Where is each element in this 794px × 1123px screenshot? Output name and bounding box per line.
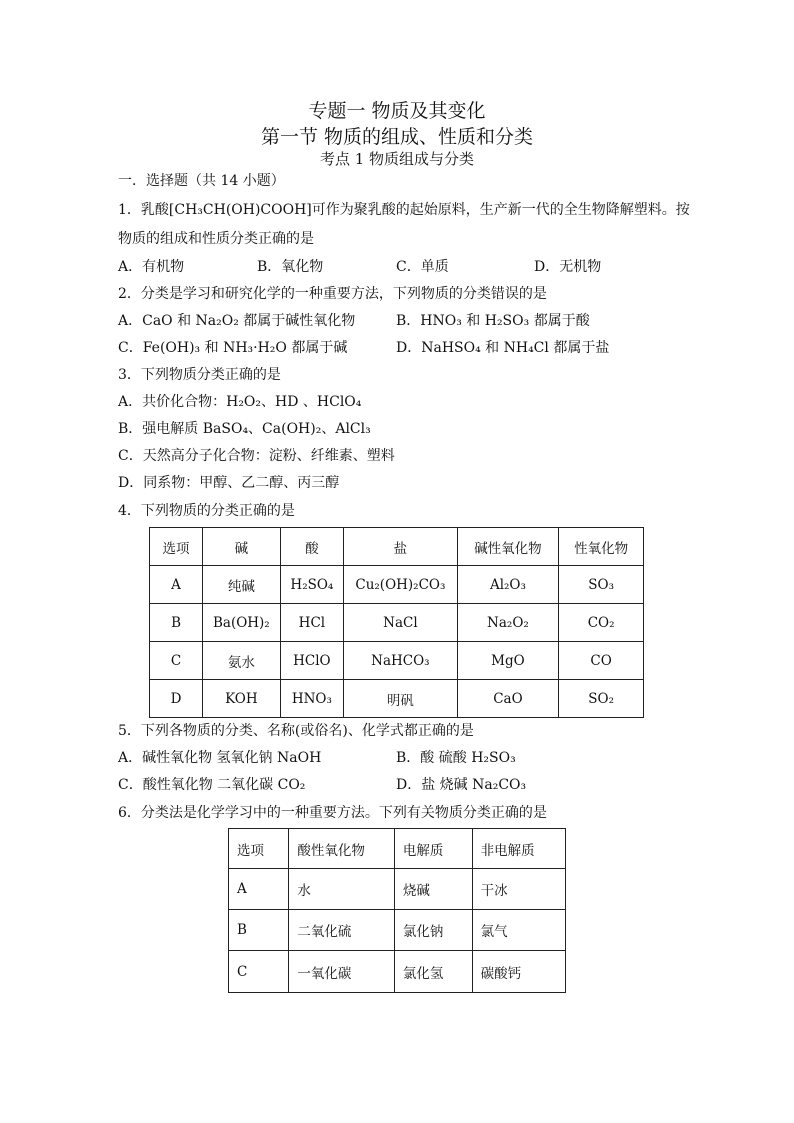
table-row bbox=[229, 869, 566, 910]
header-cell: 酸性氧化物 bbox=[289, 829, 395, 869]
table-cell: 二氧化硫 bbox=[289, 910, 395, 951]
q5-option-d: D．盐 烧碱 Na₂CO₃ bbox=[396, 777, 527, 793]
table-cell: 氯气 bbox=[472, 910, 565, 951]
section-heading: 一．选择题（共 14 小题） bbox=[118, 173, 285, 189]
table-cell: 一氧化碳 bbox=[289, 951, 395, 993]
q2-option-a: A．CaO 和 Na₂O₂ 都属于碱性氧化物 bbox=[118, 313, 356, 329]
table-cell: NaHCO₃ bbox=[344, 642, 457, 680]
table-cell: C bbox=[150, 642, 203, 680]
q6-stem: 6．分类法是化学学习中的一种重要方法。下列有关物质分类正确的是 bbox=[118, 805, 547, 821]
table-cell: Na₂O₂ bbox=[457, 604, 559, 642]
q5-option-a: A．碱性氧化物 氢氧化钠 NaOH bbox=[118, 750, 322, 766]
table-cell: D bbox=[150, 680, 203, 718]
q5-option-c: C．酸性氧化物 二氧化碳 CO₂ bbox=[118, 777, 306, 793]
q5-stem: 5．下列各物质的分类、名称(或俗名)、化学式都正确的是 bbox=[118, 723, 474, 739]
table-cell: H₂SO₄ bbox=[280, 566, 344, 604]
section-title: 第一节 物质的组成、性质和分类 bbox=[260, 126, 534, 148]
q3-option-b: B．强电解质 BaSO₄、Ca(OH)₂、AlCl₃ bbox=[118, 421, 371, 437]
table-cell: 烧碱 bbox=[394, 869, 472, 910]
q1-option-a: A．有机物 bbox=[118, 259, 185, 275]
header-cell: 非电解质 bbox=[472, 829, 565, 869]
q2-option-b: B．HNO₃ 和 H₂SO₃ 都属于酸 bbox=[396, 313, 590, 329]
q5-option-b: B．酸 硫酸 H₂SO₃ bbox=[396, 750, 516, 766]
table-row bbox=[150, 680, 644, 718]
table-cell: SO₃ bbox=[559, 566, 644, 604]
table-cell: Al₂O₃ bbox=[457, 566, 559, 604]
q1-stem-line1: 1．乳酸[CH₃CH(OH)COOH]可作为聚乳酸的起始原料，生产新一代的全生物降解塑料。按 bbox=[118, 202, 690, 218]
table-row bbox=[229, 910, 566, 951]
q4-stem: 4．下列物质的分类正确的是 bbox=[118, 503, 295, 519]
q2-stem: 2．分类是学习和研究化学的一种重要方法，下列物质的分类错误的是 bbox=[118, 286, 547, 302]
header-cell: 碱 bbox=[203, 528, 281, 566]
table-row bbox=[150, 566, 644, 604]
q6-table bbox=[228, 828, 566, 993]
table-cell: B bbox=[150, 604, 203, 642]
table-cell: 纯碱 bbox=[203, 566, 281, 604]
q4-table bbox=[149, 527, 644, 718]
q2-option-c: C．Fe(OH)₃ 和 NH₃·H₂O 都属于碱 bbox=[118, 340, 348, 356]
header-cell: 碱性氧化物 bbox=[457, 528, 559, 566]
q1-stem-line2: 物质的组成和性质分类正确的是 bbox=[118, 231, 314, 247]
table-row bbox=[150, 642, 644, 680]
table-cell: C bbox=[229, 951, 289, 993]
table-cell: CO₂ bbox=[559, 604, 644, 642]
table-cell: MgO bbox=[457, 642, 559, 680]
table-cell: HCl bbox=[280, 604, 344, 642]
table-cell: KOH bbox=[203, 680, 281, 718]
table-cell: HClO bbox=[280, 642, 344, 680]
table-cell: SO₂ bbox=[559, 680, 644, 718]
table-cell: 氨水 bbox=[203, 642, 281, 680]
table-cell: HNO₃ bbox=[280, 680, 344, 718]
table-cell: A bbox=[229, 869, 289, 910]
chapter-title: 专题一 物质及其变化 bbox=[308, 100, 486, 122]
table-cell: B bbox=[229, 910, 289, 951]
topic-title: 考点 1 物质组成与分类 bbox=[319, 150, 475, 168]
table-cell: NaCl bbox=[344, 604, 457, 642]
table-header-row bbox=[150, 528, 644, 566]
q3-option-d: D．同系物：甲醇、乙二醇、丙三醇 bbox=[118, 475, 340, 491]
table-cell: Ba(OH)₂ bbox=[203, 604, 281, 642]
q1-option-b: B．氧化物 bbox=[257, 259, 324, 275]
table-cell: CO bbox=[559, 642, 644, 680]
q3-option-c: C．天然高分子化合物：淀粉、纤维素、塑料 bbox=[118, 448, 395, 464]
header-cell: 性氧化物 bbox=[559, 528, 644, 566]
table-cell: Cu₂(OH)₂CO₃ bbox=[344, 566, 457, 604]
table-cell: 干冰 bbox=[472, 869, 565, 910]
table-cell: 碳酸钙 bbox=[472, 951, 565, 993]
table-row bbox=[150, 604, 644, 642]
table-cell: 水 bbox=[289, 869, 395, 910]
table-cell: 明矾 bbox=[344, 680, 457, 718]
q1-option-d: D．无机物 bbox=[534, 259, 602, 275]
q3-option-a: A．共价化合物：H₂O₂、HD 、HClO₄ bbox=[118, 394, 362, 410]
table-cell: A bbox=[150, 566, 203, 604]
header-cell: 酸 bbox=[280, 528, 344, 566]
table-header-row bbox=[229, 829, 566, 869]
q1-option-c: C．单质 bbox=[396, 259, 449, 275]
table-cell: 氯化氢 bbox=[394, 951, 472, 993]
header-cell: 选项 bbox=[150, 528, 203, 566]
table-row bbox=[229, 951, 566, 993]
table-cell: CaO bbox=[457, 680, 559, 718]
table-cell: 氯化钠 bbox=[394, 910, 472, 951]
q3-stem: 3．下列物质分类正确的是 bbox=[118, 367, 281, 383]
q2-option-d: D．NaHSO₄ 和 NH₄Cl 都属于盐 bbox=[396, 340, 610, 356]
header-cell: 电解质 bbox=[394, 829, 472, 869]
header-cell: 盐 bbox=[344, 528, 457, 566]
header-cell: 选项 bbox=[229, 829, 289, 869]
